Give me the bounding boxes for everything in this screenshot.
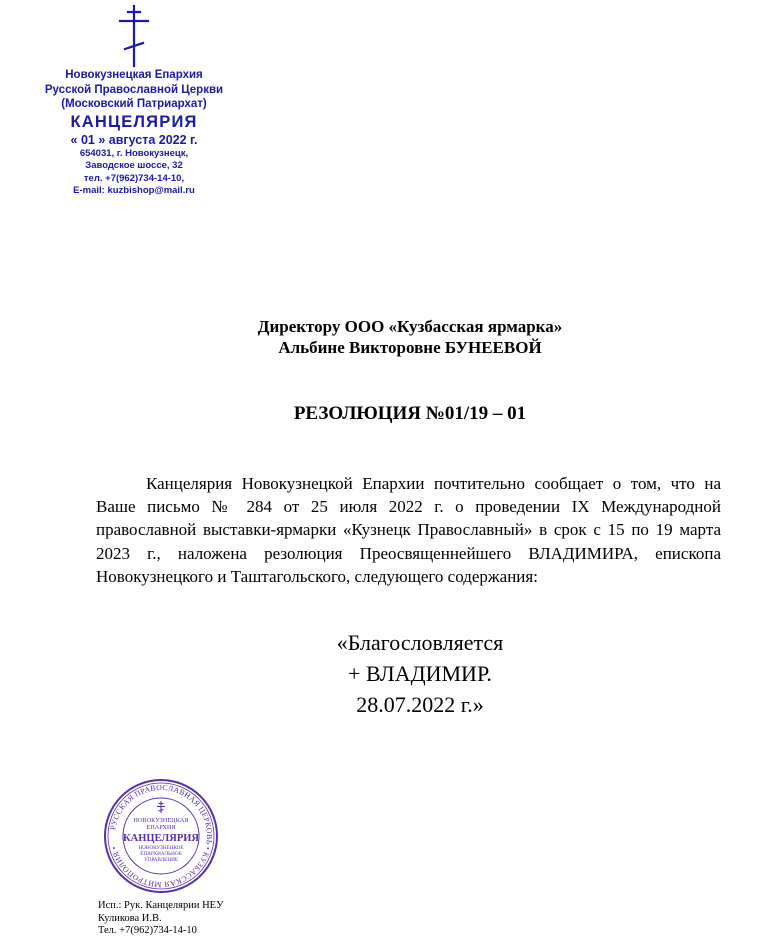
letterhead-office: КАНЦЕЛЯРИЯ — [70, 112, 198, 131]
seal-ring-text: РУССКАЯ ПРАВОСЛАВНАЯ ЦЕРКОВЬ • КУЗБАССКАЯ МИТРОПОЛИЯ • — [108, 782, 215, 890]
letterhead — [36, 0, 232, 198]
letterhead-diocese: Новокузнецкая Епархия — [65, 69, 203, 81]
letterhead-email: E-mail: kuzbishop@mail.ru — [73, 185, 195, 196]
seal-center-line-3: НОВОКУЗНЕЦКОЕ — [138, 845, 184, 851]
letterhead-date: « 01 » августа 2022 г. — [70, 132, 198, 147]
letterhead-patriarchate: (Московский Патриархат) — [61, 98, 207, 110]
letterhead-address-2: Заводское шоссе, 32 — [85, 160, 183, 171]
executor-line-2: Куликова И.В. — [98, 912, 162, 924]
letterhead-address-1: 654031, г. Новокузнецк, — [79, 147, 189, 159]
letterhead-church: Русской Православной Церкви — [44, 83, 224, 96]
addressee — [80, 316, 740, 358]
executor-line-1: Исп.: Рук. Канцелярии НЕУ — [98, 900, 224, 911]
body-paragraph: Канцелярия Новокузнецкой Епархии почтительно сообщает о том, что на Ваше письмо № 284 от 25 июля 2022 г. о проведении IX Международной православной выставки-ярмарки «Кузнецк Православный» в срок с 15 по 19 марта 2023 г., наложена резолюция Преосвященнейшего ВЛАДИМИРА, епископа Новокузнецкого и Таштагольского, следующего содержания: — [96, 474, 721, 586]
orthodox-cross-icon — [112, 4, 156, 68]
resolution-line-1: «Благословляется — [336, 630, 504, 655]
seal-center-line-2: ЕПАРХИЯ — [146, 824, 176, 831]
resolution-text — [290, 627, 550, 720]
seal-center-title: КАНЦЕЛЯРИЯ — [123, 833, 199, 844]
addressee-line-2: Альбине Викторовне БУНЕЕВОЙ — [278, 338, 542, 357]
seal-center-line-1: НОВОКУЗНЕЦКАЯ — [133, 817, 189, 824]
addressee-line-1: Директору ООО «Кузбасская ярмарка» — [257, 317, 563, 336]
seal-cross-icon — [157, 801, 165, 813]
resolution-line-2: + ВЛАДИМИР. — [348, 661, 492, 686]
seal-center-line-4: ЕПАРХИАЛЬНОЕ — [140, 851, 182, 857]
letterhead-phone: тел. +7(962)734-14-10, — [83, 172, 185, 184]
resolution-line-3: 28.07.2022 г.» — [356, 692, 484, 717]
chancery-seal — [103, 778, 219, 894]
executor-line-3: Тел. +7(962)734-14-10 — [98, 925, 197, 936]
resolution-title: РЕЗОЛЮЦИЯ №01/19 – 01 — [293, 403, 527, 424]
seal-center-line-5: УПРАВЛЕНИЕ — [144, 857, 178, 863]
executor-info — [98, 900, 224, 938]
